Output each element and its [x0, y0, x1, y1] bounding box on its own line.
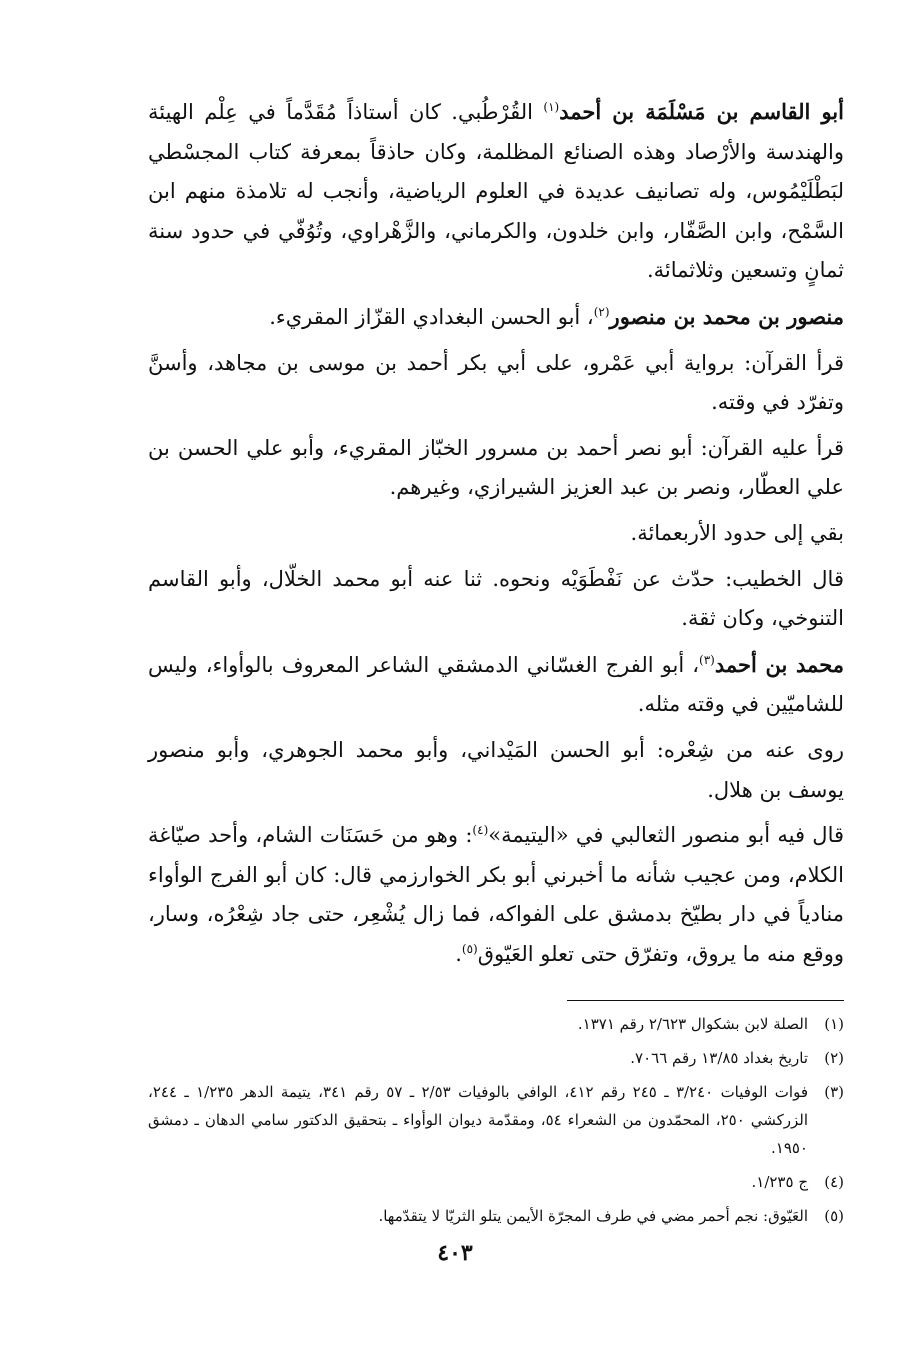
footnote-ref[interactable]: (٢) — [593, 304, 610, 319]
footnote-number: (٤) — [824, 1173, 844, 1191]
footnote-text: تاريخ بغداد ١٣/٨٥ رقم ٧٠٦٦. — [630, 1049, 808, 1067]
footnote-ref[interactable]: (٥) — [461, 941, 478, 956]
entry-paragraph — [148, 92, 844, 291]
footnote-divider — [567, 1000, 844, 1001]
entry-heading: أبو القاسم بن مَسْلَمَة بن أحمد — [559, 99, 844, 124]
footnote — [148, 1168, 844, 1196]
entry-paragraph — [148, 645, 844, 725]
entry-heading: محمد بن أحمد — [714, 651, 844, 677]
entry-text: قرأ القرآن: برواية أبي عَمْرو، على أبي بكر أحمد بن موسى بن مجاهد، وأسنَّ وتفرّد في وقته. — [148, 350, 844, 415]
entry-text: : وهو من حَسَنَات الشام، وأحد صيّاغة الكلام، ومن عجيب شأنه ما أخبرني أبو بكر الخوارزمي قال: كان أبو الفرج الوأواء منادياً في دار بطيّخ بدمشق على الفواكه، فما زال يُشْعِر، حتى جاد شِعْرُه، وسار، ووقع منه ما يروق، وتفرّق حتى تعلو العَيّوق — [148, 823, 844, 966]
entry-text: قرأ عليه القرآن: أبو نصر أحمد بن مسرور الخبّاز المقريء، وأبو علي الحسن بن علي العطّار، ونصر بن عبد العزيز الشيرازي، وغيرهم. — [148, 435, 844, 500]
entry-paragraph — [148, 731, 844, 810]
entry-text: ، أبو الفرج الغسّاني الدمشقي الشاعر المعروف بالوأواء، وليس للشاميّين في وقته مثله. — [148, 652, 844, 717]
entry-paragraph — [148, 344, 844, 423]
entry-paragraph — [148, 297, 844, 338]
footnote-text: ج ١/٢٣٥. — [751, 1173, 808, 1191]
main-text — [148, 92, 844, 980]
entry-text: قال فيه أبو منصور الثعالبي في «اليتيمة» — [488, 823, 844, 848]
footnote — [148, 1044, 844, 1072]
footnote-number: (٣) — [824, 1083, 844, 1101]
entry-heading: منصور بن محمد بن منصور — [609, 303, 844, 329]
page-number: ٤٠٣ — [437, 1240, 473, 1266]
footnote-number: (١) — [824, 1015, 844, 1033]
footnote — [148, 1078, 844, 1162]
footnotes-section — [148, 1010, 844, 1236]
entry-text: قال الخطيب: حدّث عن نَفْطَوَيْه ونحوه. ثنا عنه أبو محمد الخلّال، وأبو القاسم التنوخي، وكان ثقة. — [148, 566, 844, 631]
entry-text: ، أبو الحسن البغدادي القزّاز المقريء. — [269, 304, 594, 329]
footnote — [148, 1202, 844, 1230]
entry-text: القُرْطُبي. كان أستاذاً مُقَدَّماً في عِلْم الهيئة والهندسة والأرْصاد وهذه الصنائع المظلمة، وكان حاذقاً بمعرفة كتاب المجسْطي لبَطْلَيْمُوس، وله تصانيف عديدة في العلوم الرياضية، وأنجب له تلامذة منهم ابن السَّمْح، وابن الصَّفّار، وابن خلدون، والكرماني، والزَّهْراوي، وتُوُفّي في حدود سنة ثمانٍ وتسعين وثلاثمائة. — [148, 100, 844, 283]
footnote-ref[interactable]: (٣) — [699, 652, 715, 667]
footnote-number: (٥) — [824, 1207, 844, 1225]
footnote-text: العَيّوق: نجم أحمر مضي في طرف المجرّة الأيمن يتلو الثريّا لا يتقدّمها. — [378, 1207, 808, 1225]
entry-text: بقي إلى حدود الأربعمائة. — [630, 520, 844, 545]
footnote — [148, 1010, 844, 1038]
entry-paragraph — [148, 514, 844, 554]
footnote-text: الصلة لابن بشكوال ٢/٦٢٣ رقم ١٣٧١. — [577, 1015, 808, 1033]
entry-text: روى عنه من شِعْره: أبو الحسن المَيْداني، وأبو محمد الجوهري، وأبو منصور يوسف بن هلال. — [148, 737, 844, 802]
entry-paragraph — [148, 560, 844, 639]
footnote-text: فوات الوفيات ٣/٢٤٠ ـ ٢٤٥ رقم ٤١٢، الوافي بالوفيات ٢/٥٣ ـ ٥٧ رقم ٣٤١، يتيمة الدهر ١/٢٣٥ ـ ٢٤٤، الزركشي ٢٥٠، المحمّدون من الشعراء ٥٤، ومقدّمة ديوان الوأواء ـ بتحقيق الدكتور سامي الدهان ـ دمشق ١٩٥٠. — [148, 1083, 808, 1157]
footnote-ref[interactable]: (٤) — [472, 823, 489, 838]
entry-paragraph — [148, 429, 844, 508]
footnote-number: (٢) — [824, 1049, 844, 1067]
entry-paragraph — [148, 816, 844, 974]
entry-text: . — [455, 941, 462, 966]
footnote-ref[interactable]: (١) — [543, 100, 560, 114]
